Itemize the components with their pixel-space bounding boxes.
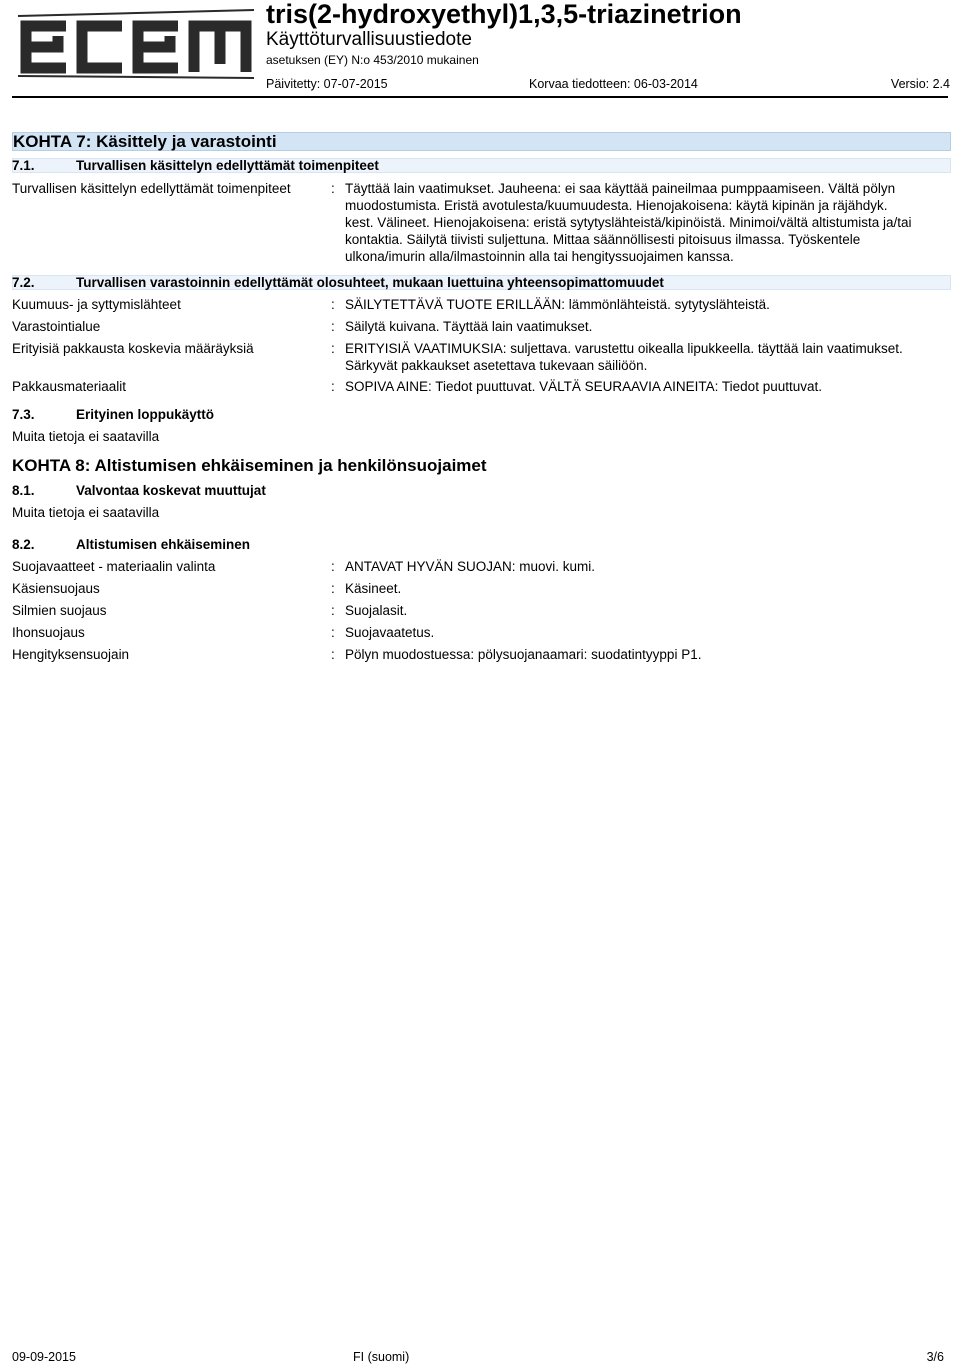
subsection-7-2-number: 7.2. (12, 275, 35, 290)
document-subtitle: Käyttöturvallisuustiedote (266, 29, 472, 50)
value-line: SÄILYTETTÄVÄ TUOTE ERILLÄÄN: lämmönlähteistä. sytytyslähteistä. (345, 297, 770, 312)
subsection-7-3-number: 7.3. (12, 407, 35, 422)
colon: : (331, 319, 335, 334)
updated-date: Päivitetty: 07-07-2015 (266, 77, 388, 91)
footer-language: FI (suomi) (353, 1350, 410, 1364)
value-line: SOPIVA AINE: Tiedot puuttuvat. VÄLTÄ SEURAAVIA AINEITA: Tiedot puuttuvat. (345, 379, 822, 394)
value-line: ERITYISIÄ VAATIMUKSIA: suljettava. varustettu oikealla lipukkeella. täyttää lain vaatimukset. (345, 341, 903, 356)
protection-row-value: Suojalasit. (345, 603, 408, 618)
handling-value (345, 180, 951, 265)
subsection-7-1-number: 7.1. (12, 158, 35, 173)
value-line: kest. Välineet. Hienojakoisena: eristä sytytyslähteistä/kipinöistä. Minimoi/vältä altistumista ja/tai (345, 215, 912, 230)
ecem-logo (14, 8, 256, 80)
value-line: kontaktia. Säilytä tiivisti suljettuna. Mittaa säännöllisesti pitoisuus ilmassa. Työskentele (345, 232, 861, 247)
colon: : (331, 647, 335, 662)
colon: : (331, 341, 335, 356)
subsection-7-3-title: Erityinen loppukäyttö (76, 407, 215, 422)
protection-row-label: Silmien suojaus (12, 603, 107, 618)
value-line: Täyttää lain vaatimukset. Jauheena: ei saa käyttää paineilmaa pumppaamiseen. Vältä pölyn (345, 181, 896, 196)
handling-label: Turvallisen käsittelyn edellyttämät toimenpiteet (12, 181, 291, 196)
section-8-title: KOHTA 8: Altistumisen ehkäiseminen ja henkilönsuojaimet (12, 456, 487, 475)
storage-row-value (345, 296, 951, 313)
footer-page-number: 3/6 (926, 1350, 944, 1364)
protection-row-value: Suojavaatetus. (345, 625, 435, 640)
colon: : (331, 603, 335, 618)
colon: : (331, 625, 335, 640)
storage-row-label: Pakkausmateriaalit (12, 379, 127, 394)
value-line: Särkyvät pakkaukset asetettava tukevaan säiliöön. (345, 358, 648, 373)
protection-row-label: Suojavaatteet - materiaalin valinta (12, 559, 216, 574)
regulation-note: asetuksen (EY) N:o 453/2010 mukainen (266, 53, 479, 67)
subsection-7-3-text: Muita tietoja ei saatavilla (12, 429, 160, 444)
protection-row-value: Pölyn muodostuessa: pölysuojanaamari: suodatintyyppi P1. (345, 647, 702, 662)
protection-row-value: Käsineet. (345, 581, 402, 596)
protection-row-label: Ihonsuojaus (12, 625, 85, 640)
subsection-8-2-number: 8.2. (12, 537, 35, 552)
subsection-8-1-number: 8.1. (12, 483, 35, 498)
value-line: Säilytä kuivana. Täyttää lain vaatimukset. (345, 319, 593, 334)
storage-row-value (345, 378, 951, 395)
document-title: tris(2-hydroxyethyl)1,3,5-triazinetrion (266, 0, 742, 29)
storage-row-value (345, 318, 951, 335)
version-label: Versio: 2.4 (890, 77, 950, 91)
colon: : (331, 581, 335, 596)
footer-date: 09-09-2015 (12, 1350, 76, 1364)
value-line: muodostumista. Eristä avotulesta/kuumuudesta. Hienojakoisena: käytä kipinän ja räjähdyk. (345, 198, 888, 213)
subsection-7-1-title: Turvallisen käsittelyn edellyttämät toimenpiteet (76, 158, 379, 173)
colon: : (331, 379, 335, 394)
subsection-8-1-text: Muita tietoja ei saatavilla (12, 505, 160, 520)
section-7-title: KOHTA 7: Käsittely ja varastointi (13, 132, 277, 151)
protection-row-value: ANTAVAT HYVÄN SUOJAN: muovi. kumi. (345, 559, 596, 574)
value-line: ulkona/imurin alla/ilmastoinnin alla tai hengityssuojaimen kanssa. (345, 249, 734, 264)
subsection-8-2-title: Altistumisen ehkäiseminen (76, 537, 251, 552)
storage-row-value (345, 340, 951, 374)
replaces-date: Korvaa tiedotteen: 06-03-2014 (529, 77, 698, 91)
storage-row-label: Erityisiä pakkausta koskevia määräyksiä (12, 341, 254, 356)
storage-row-label: Varastointialue (12, 319, 101, 334)
subsection-8-1-title: Valvontaa koskevat muuttujat (76, 483, 266, 498)
colon: : (331, 559, 335, 574)
protection-row-label: Käsiensuojaus (12, 581, 100, 596)
storage-row-label: Kuumuus- ja syttymislähteet (12, 297, 181, 312)
colon: : (331, 181, 335, 196)
colon: : (331, 297, 335, 312)
header-divider (12, 96, 948, 98)
subsection-7-2-title: Turvallisen varastoinnin edellyttämät olosuhteet, mukaan luettuina yhteensopimattomuudet (76, 275, 664, 290)
protection-row-label: Hengityksensuojain (12, 647, 130, 662)
